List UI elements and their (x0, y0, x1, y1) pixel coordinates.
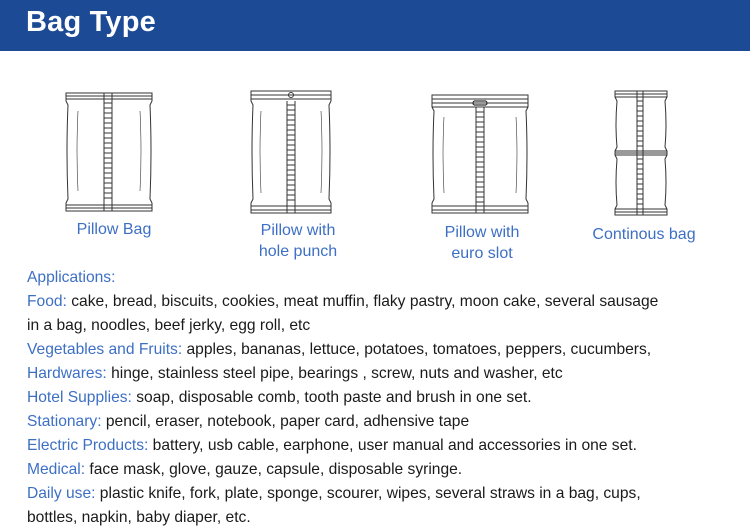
application-item-stationary: Stationary: pencil, eraser, notebook, paper card, adhensive tape (27, 413, 470, 430)
applications-section (27, 266, 737, 530)
application-item-hotel: Hotel Supplies: soap, disposable comb, tooth paste and brush in one set. (27, 389, 532, 406)
application-item-food: Food: cake, bread, biscuits, cookies, meat muffin, flaky pastry, moon cake, several sausage (27, 293, 659, 310)
pillow-hole-punch-bag-icon (249, 89, 333, 215)
application-item-vegetables: Vegetables and Fruits: apples, bananas, lettuce, potatoes, tomatoes, peppers, cucumbers, (27, 341, 652, 358)
application-item-hardwares: Hardwares: hinge, stainless steel pipe, bearings , screw, nuts and washer, etc (27, 365, 563, 382)
application-item-electric: Electric Products: battery, usb cable, earphone, user manual and accessories in one set. (27, 437, 637, 454)
caption-pillow-hole-punch: Pillow with hole punch (258, 222, 338, 260)
pillow-bag-icon (64, 91, 154, 215)
application-item-daily-use-cont: bottles, napkin, baby diaper, etc. (27, 509, 251, 526)
application-item-medical: Medical: face mask, glove, gauze, capsule, disposable syringe. (27, 461, 463, 478)
page-title: Bag Type (26, 6, 156, 38)
header-banner (0, 0, 750, 51)
caption-pillow-euro-slot: Pillow with euro slot (444, 224, 520, 262)
caption-pillow-bag: Pillow Bag (76, 221, 152, 238)
continuous-bag-icon (612, 89, 670, 217)
pillow-euro-slot-bag-icon (430, 93, 530, 215)
applications-heading: Applications: (27, 269, 116, 286)
application-item-daily-use: Daily use: plastic knife, fork, plate, sponge, scourer, wipes, several straws in a bag, cups, (27, 485, 641, 502)
caption-continuous-bag: Continous bag (592, 226, 696, 243)
application-item-food-cont: in a bag, noodles, beef jerky, egg roll, etc (27, 317, 311, 334)
